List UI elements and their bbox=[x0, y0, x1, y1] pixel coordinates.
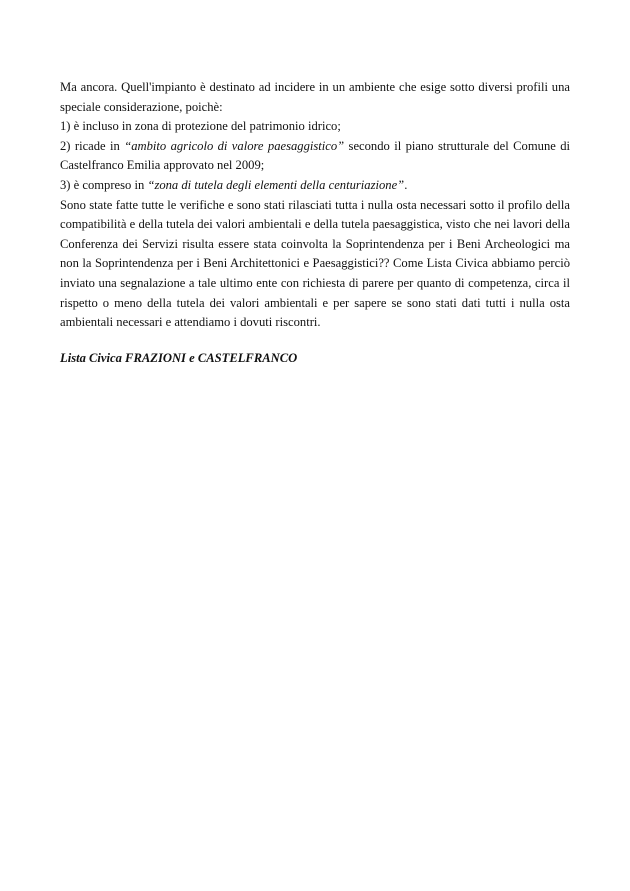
list-item-1: 1) è incluso in zona di protezione del patrimonio idrico; bbox=[60, 119, 341, 134]
list-item-2-prefix: 2) ricade in bbox=[60, 138, 125, 153]
list-item-3-prefix: 3) è compreso in bbox=[60, 177, 148, 192]
intro-paragraph: Ma ancora. Quell'impianto è destinato ad incidere in un ambiente che esige sotto diversi profili una speciale considerazione, poichè: bbox=[60, 80, 570, 114]
list-item-2 bbox=[60, 137, 570, 176]
list-item-3 bbox=[60, 176, 570, 196]
list-item-3-emphasis: “zona di tutela degli elementi della centuriazione” bbox=[147, 177, 405, 192]
body-paragraph: Sono state fatte tutte le verifiche e sono stati rilasciati tutta i nulla osta necessari sotto il profilo della compatibilità e della tutela dei valori ambientali e della tutela paesaggistica, visto che nei lavori della Conferenza dei Servizi risulta essere stata coinvolta la Soprintendenza per i Beni Archeologici ma non la Soprintendenza per i Beni Architettonici e Paesaggistici?? Come Lista Civica abbiamo perciò inviato una segnalazione a tale ultimo ente con richiesta di parere per quanto di competenza, circa il rispetto o meno della tutela dei valori ambientali e per sapere se sono stati dati tutti i nulla osta ambientali necessari e attendiamo i dovuti riscontri. bbox=[60, 197, 570, 330]
list-item-3-suffix: . bbox=[404, 177, 408, 192]
list-item-2-emphasis: “ambito agricolo di valore paesaggistico” bbox=[124, 138, 345, 153]
document-page bbox=[60, 78, 570, 368]
signature: Lista Civica FRAZIONI e CASTELFRANCO bbox=[60, 350, 298, 365]
list-item-2-suffix: secondo il piano strutturale del Comune di Castelfranco Emilia approvato nel 2009; bbox=[60, 138, 571, 173]
